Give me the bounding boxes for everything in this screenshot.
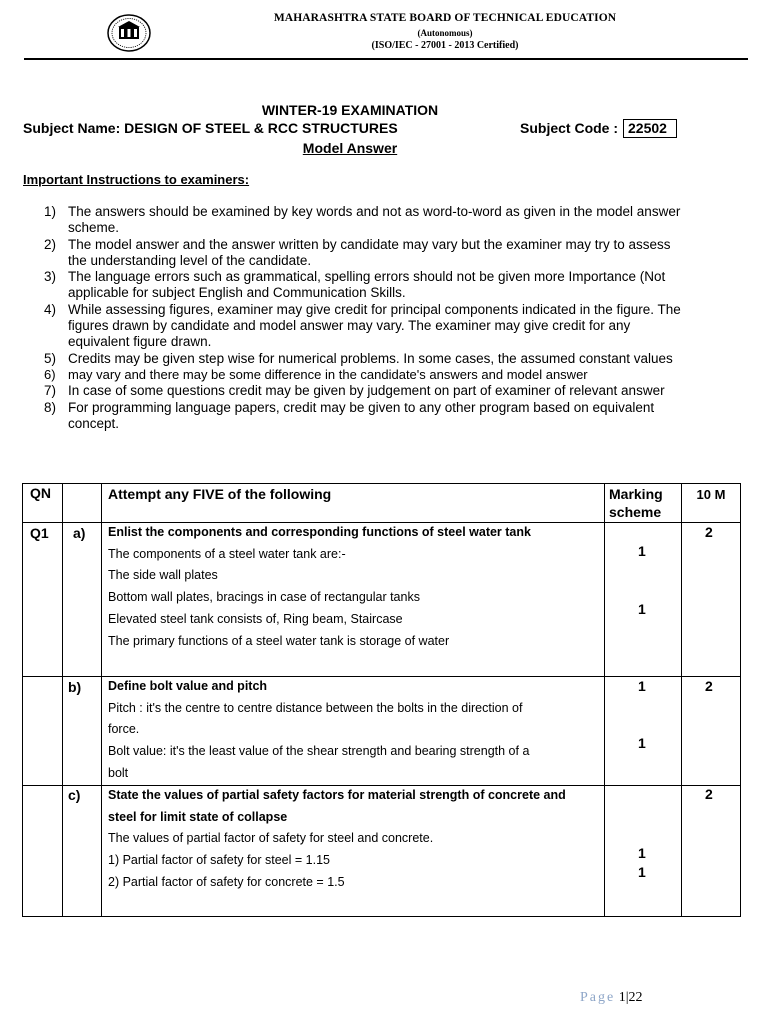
instruction-item bbox=[23, 269, 693, 302]
table-border bbox=[62, 483, 63, 917]
table-border bbox=[740, 483, 741, 917]
instruction-item bbox=[23, 351, 693, 367]
exam-title: WINTER-19 EXAMINATION bbox=[261, 102, 439, 118]
page-separator: | bbox=[625, 990, 629, 1005]
answer-line: Elevated steel tank consists of, Ring beam, Staircase bbox=[108, 611, 403, 626]
answer-line: The components of a steel water tank are:- bbox=[108, 546, 346, 561]
marking-scheme-header: Marking scheme bbox=[609, 486, 663, 520]
answer-block bbox=[108, 785, 598, 894]
instruction-item bbox=[23, 383, 693, 399]
table-border bbox=[22, 916, 741, 917]
instruction-item bbox=[23, 367, 693, 383]
answer-line: The primary functions of a steel water tank is storage of water bbox=[108, 633, 450, 648]
question-title: Enlist the components and corresponding functions of steel water tank bbox=[108, 525, 531, 539]
subject-code-label: Subject Code : bbox=[520, 120, 619, 136]
question-total-mark: 2 bbox=[705, 786, 713, 802]
instruction-number: 6) bbox=[44, 366, 56, 382]
instruction-text: The language errors such as grammatical, spelling errors should not be given more Importance (Not applicable for subject English and Communication Skills. bbox=[68, 269, 666, 301]
question-title: State the values of partial safety factors for material strength of concrete and bbox=[108, 788, 566, 802]
qn-header: QN bbox=[30, 485, 51, 501]
subject-code: 22502 bbox=[623, 119, 677, 138]
subject-name: Subject Name: DESIGN OF STEEL & RCC STRUCTURES bbox=[23, 120, 398, 136]
msbte-seal-icon bbox=[106, 13, 152, 53]
instruction-text: Credits may be given step wise for numerical problems. In some cases, the assumed constant values bbox=[68, 350, 673, 366]
question-total-mark: 2 bbox=[705, 524, 713, 540]
step-mark: 1 bbox=[638, 864, 646, 880]
answer-block bbox=[108, 676, 598, 785]
instruction-number: 7) bbox=[44, 383, 57, 399]
instruction-number: 8) bbox=[44, 399, 57, 415]
total-marks-header: 10 M bbox=[696, 487, 726, 502]
step-mark: 1 bbox=[638, 601, 646, 617]
instruction-number: 5) bbox=[44, 350, 57, 366]
instruction-item bbox=[23, 302, 693, 351]
instruction-text: While assessing figures, examiner may give credit for principal components indicated in the figure. The figures drawn by candidate and model answer may vary. The examiner may give credit for any equivalent figure drawn. bbox=[68, 301, 681, 350]
instruction-item bbox=[23, 400, 693, 433]
instruction-number: 4) bbox=[44, 301, 57, 317]
sub-question-label: c) bbox=[68, 787, 81, 803]
answer-line: 2) Partial factor of safety for concrete = 1.5 bbox=[108, 874, 345, 889]
page-footer bbox=[580, 990, 643, 1006]
model-answer-title: Model Answer bbox=[302, 140, 398, 156]
answer-line: Bottom wall plates, bracings in case of rectangular tanks bbox=[108, 590, 420, 605]
instruction-item bbox=[23, 237, 693, 270]
table-border bbox=[681, 483, 682, 917]
page-label: Page bbox=[580, 990, 616, 1005]
instruction-text: The model answer and the answer written by candidate may vary but the examiner may try to assess the understanding level of the candidate. bbox=[68, 236, 671, 268]
step-mark: 1 bbox=[638, 735, 646, 751]
total-pages: 22 bbox=[628, 990, 643, 1005]
instruction-text: The answers should be examined by key words and not as word-to-word as given in the model answer scheme. bbox=[68, 204, 681, 236]
table-border bbox=[101, 483, 102, 917]
instruction-text: For programming language papers, credit may be given to any other program based on equivalent concept. bbox=[68, 399, 655, 431]
question-title: steel for limit state of collapse bbox=[108, 809, 288, 824]
answer-table bbox=[22, 483, 741, 917]
table-border bbox=[22, 483, 741, 484]
answer-block bbox=[108, 522, 598, 652]
attempt-header: Attempt any FIVE of the following bbox=[108, 486, 332, 502]
answer-line: 1) Partial factor of safety for steel = 1.15 bbox=[108, 853, 330, 868]
step-mark: 1 bbox=[638, 543, 646, 559]
answer-line: The values of partial factor of safety for steel and concrete. bbox=[108, 831, 434, 846]
instructions-list bbox=[23, 204, 693, 432]
table-border bbox=[604, 483, 605, 917]
answer-line: force. bbox=[108, 722, 140, 737]
board-autonomous: (Autonomous) bbox=[417, 28, 473, 38]
sub-question-label: b) bbox=[68, 679, 82, 695]
board-name: MAHARASHTRA STATE BOARD OF TECHNICAL EDUCATION bbox=[273, 12, 617, 24]
answer-line: Bolt value: it's the least value of the shear strength and bearing strength of a bbox=[108, 744, 530, 759]
question-total-mark: 2 bbox=[705, 678, 713, 694]
instruction-number: 1) bbox=[44, 204, 57, 219]
instruction-text: may vary and there may be some difference in the candidate's answers and model answer bbox=[68, 366, 588, 382]
board-iso-certification: (ISO/IEC - 27001 - 2013 Certified) bbox=[371, 40, 519, 51]
answer-line: The side wall plates bbox=[108, 568, 218, 583]
answer-line: bolt bbox=[108, 765, 129, 780]
question-number: Q1 bbox=[30, 525, 49, 541]
instructions-heading: Important Instructions to examiners: bbox=[23, 172, 250, 187]
step-mark: 1 bbox=[638, 845, 646, 861]
question-title: Define bolt value and pitch bbox=[108, 679, 268, 693]
answer-line: Pitch : it's the centre to centre distance between the bolts in the direction of bbox=[108, 700, 523, 715]
sub-question-label: a) bbox=[73, 525, 86, 541]
instruction-item bbox=[23, 204, 693, 237]
instruction-number: 2) bbox=[44, 236, 57, 252]
header-rule bbox=[24, 58, 748, 60]
instruction-number: 3) bbox=[44, 269, 57, 285]
table-border bbox=[22, 483, 23, 917]
page-number: 1 bbox=[618, 990, 626, 1005]
step-mark: 1 bbox=[638, 678, 646, 694]
instruction-text: In case of some questions credit may be given by judgement on part of examiner of relevant answer bbox=[68, 383, 665, 399]
